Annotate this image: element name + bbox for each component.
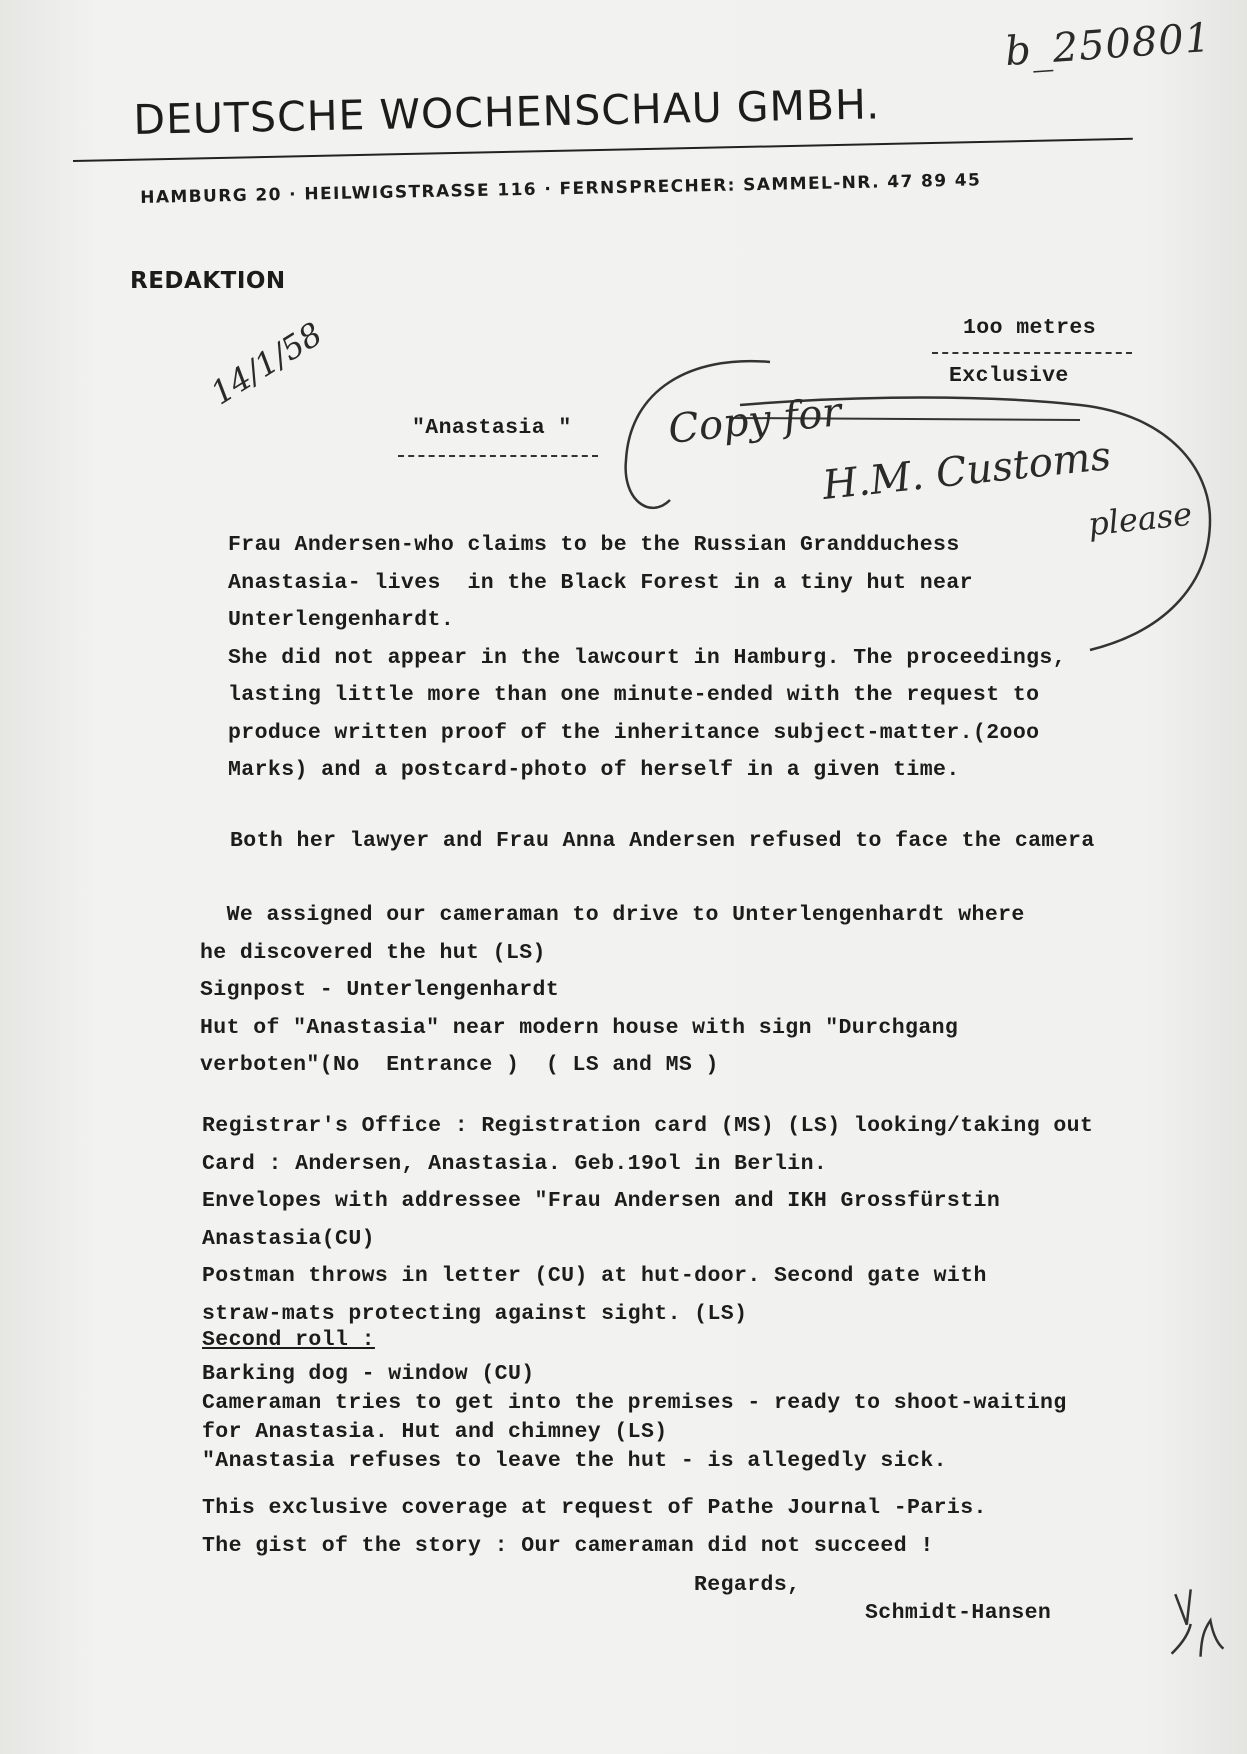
address-line: HAMBURG 20 · HEILWIGSTRASSE 116 · FERNSPRECHER: SAMMEL-NR. 47 89 45 xyxy=(140,170,982,208)
paragraph-registry: Registrar's Office : Registration card (MS) (LS) looking/taking out Card : Andersen, Anastasia. Geb.19ol in Berlin. Envelopes with addressee "Frau Andersen and IKH Grossfürstin Anastasia(CU) Postman throws in letter (CU) at hut-door. Second gate with straw-mats protecting against sight. (LS) xyxy=(202,1114,1094,1326)
department-label: REDAKTION xyxy=(130,268,286,294)
handwritten-customs-note: H.M. Customs xyxy=(820,432,1114,510)
signature: Schmidt-Hansen xyxy=(865,1601,1052,1625)
paragraph-summary: This exclusive coverage at request of Pathe Journal -Paris. The gist of the story : Our cameraman did not succeed ! xyxy=(202,1496,987,1558)
handwritten-copy-note: Copy for xyxy=(666,389,844,453)
exclusive-label: Exclusive xyxy=(949,364,1069,388)
second-roll-heading: Second roll : xyxy=(202,1328,375,1352)
handwritten-initial-mark xyxy=(1154,1575,1227,1664)
closing: Regards, xyxy=(694,1573,801,1597)
paragraph-refusal: Both her lawyer and Frau Anna Andersen refused to face the camera xyxy=(230,829,1095,853)
paragraph-first-roll: We assigned our cameraman to drive to Unterlengenhardt where he discovered the hut (LS) Signpost - Unterlengenhardt Hut of "Anastasia" near modern house with sign "Durchgang verboten"(No Entrance ) ( LS and MS ) xyxy=(200,903,1025,1077)
film-length: 1oo metres xyxy=(963,316,1097,340)
story-title: "Anastasia " xyxy=(412,416,572,440)
company-name: DEUTSCHE WOCHENSCHAU GMBH. xyxy=(133,80,881,144)
handwritten-date: 14/1/58 xyxy=(204,314,329,413)
paragraph-background: Frau Andersen-who claims to be the Russian Grandduchess Anastasia- lives in the Black Forest in a tiny hut near Unterlengenhardt. She did not appear in the lawcourt in Hamburg. The proceedings, lasting little more than one minute-ended with the request to produce written proof of the inheritance subject-matter.(2ooo Marks) and a postcard-photo of herself in a given time. xyxy=(228,533,1067,782)
paragraph-second-roll: Barking dog - window (CU) Cameraman tries to get into the premises - ready to shoot-waiting for Anastasia. Hut and chimney (LS) "Anastasia refuses to leave the hut - is allegedly sick. xyxy=(202,1362,1067,1473)
archive-number: b_250801 xyxy=(1003,14,1213,76)
handwritten-please-note: please xyxy=(1086,494,1194,544)
title-rule xyxy=(398,455,598,457)
